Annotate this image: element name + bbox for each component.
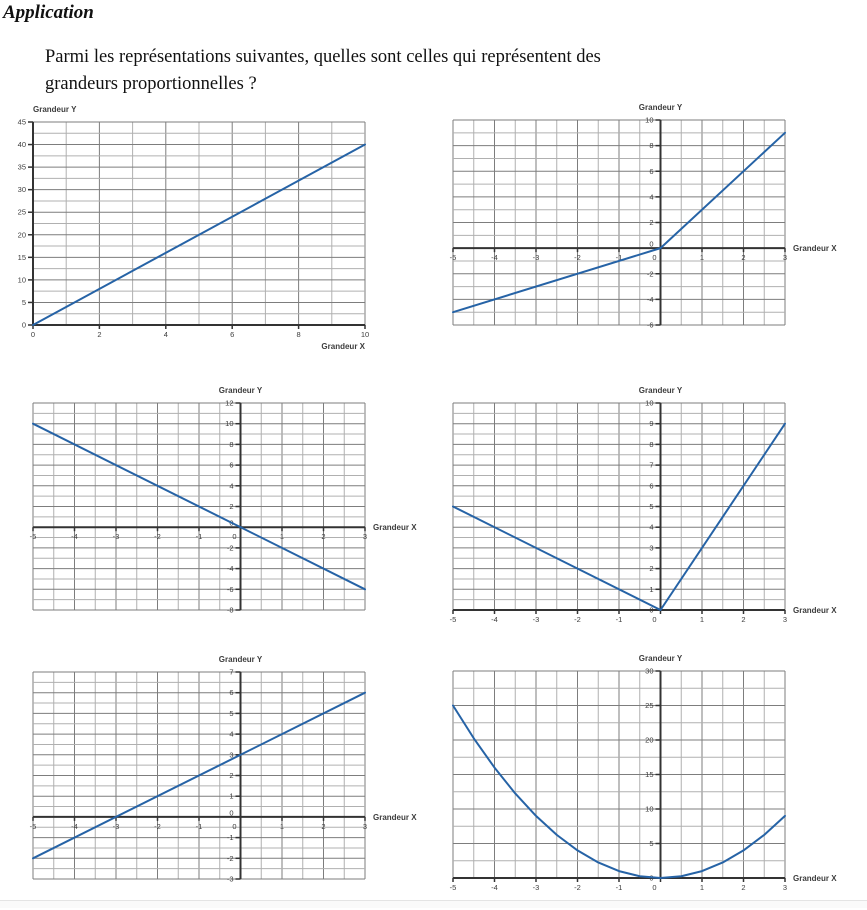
x-tick-label: 6 bbox=[230, 330, 235, 339]
x-tick-label: -2 bbox=[154, 821, 161, 831]
chart-svg bbox=[13, 650, 447, 905]
x-tick-label: 3 bbox=[782, 253, 788, 263]
chart-decreasing-through-origin bbox=[13, 381, 447, 636]
y-tick-label: 0 bbox=[229, 808, 234, 818]
y-tick-label: -6 bbox=[646, 320, 654, 330]
x-tick-label: -3 bbox=[112, 821, 120, 831]
y-tick-label: 7 bbox=[229, 667, 234, 677]
x-tick-label: 3 bbox=[782, 615, 788, 624]
y-tick-label: 2 bbox=[229, 771, 234, 780]
chart-svg bbox=[433, 381, 867, 636]
section-heading: Application bbox=[3, 2, 94, 23]
y-axis-title: Grandeur Y bbox=[33, 105, 77, 114]
y-tick-label: 8 bbox=[649, 439, 654, 449]
y-tick-label: 9 bbox=[649, 419, 654, 429]
y-tick-label: 10 bbox=[645, 398, 654, 408]
y-tick-label: 8 bbox=[649, 141, 654, 151]
y-tick-label: 5 bbox=[649, 502, 654, 511]
chart-affine-offset bbox=[13, 650, 447, 905]
y-tick-label: 5 bbox=[649, 839, 654, 848]
x-tick-label: -4 bbox=[71, 532, 78, 542]
x-tick-label: 1 bbox=[279, 532, 285, 542]
y-tick-label: 3 bbox=[649, 543, 654, 553]
x-tick-label: 0 bbox=[232, 532, 237, 542]
y-tick-label: 10 bbox=[645, 804, 654, 814]
x-axis-title: Grandeur X bbox=[373, 523, 417, 533]
x-tick-label: -4 bbox=[491, 615, 498, 624]
x-tick-label: -3 bbox=[532, 253, 540, 263]
y-axis-title: Grandeur Y bbox=[638, 654, 683, 663]
y-tick-label: 4 bbox=[229, 729, 234, 739]
y-tick-label: 8 bbox=[229, 439, 234, 449]
chart-svg bbox=[433, 649, 867, 904]
x-tick-label: -2 bbox=[574, 883, 581, 892]
x-tick-label: 0 bbox=[30, 330, 36, 339]
x-tick-label: -3 bbox=[532, 883, 540, 892]
y-tick-label: 2 bbox=[649, 218, 654, 227]
x-tick-label: 1 bbox=[279, 821, 285, 831]
x-tick-label: 3 bbox=[782, 883, 788, 892]
y-tick-label: 35 bbox=[17, 162, 26, 172]
y-axis-title: Grandeur Y bbox=[218, 386, 263, 395]
x-tick-label: -5 bbox=[449, 615, 457, 624]
y-tick-label: 30 bbox=[645, 666, 654, 676]
chart-svg bbox=[433, 98, 867, 351]
y-tick-label: 15 bbox=[645, 770, 654, 779]
y-axis-title: Grandeur Y bbox=[218, 655, 263, 664]
x-tick-label: -2 bbox=[154, 532, 161, 542]
y-tick-label: 2 bbox=[229, 502, 234, 511]
x-tick-label: -4 bbox=[491, 253, 498, 263]
x-tick-label: 2 bbox=[741, 883, 746, 892]
x-tick-label: -5 bbox=[449, 883, 457, 892]
x-tick-label: -1 bbox=[615, 615, 623, 624]
y-tick-label: -4 bbox=[226, 564, 234, 574]
y-tick-label: 0 bbox=[649, 873, 654, 883]
x-tick-label: 0 bbox=[652, 253, 657, 263]
y-tick-label: -2 bbox=[226, 853, 234, 863]
y-tick-label: 0 bbox=[649, 605, 654, 615]
x-tick-label: 2 bbox=[321, 821, 326, 831]
x-axis-title: Grandeur X bbox=[373, 812, 417, 822]
x-tick-label: 2 bbox=[321, 532, 326, 542]
x-tick-label: 0 bbox=[652, 883, 657, 892]
x-tick-label: -2 bbox=[574, 615, 581, 624]
y-tick-label: -2 bbox=[226, 543, 234, 553]
x-tick-label: 8 bbox=[296, 330, 301, 339]
y-tick-label: 3 bbox=[229, 750, 234, 760]
y-tick-label: 2 bbox=[649, 564, 654, 574]
question-line-2: grandeurs proportionnelles ? bbox=[45, 74, 257, 94]
y-tick-label: 20 bbox=[645, 735, 654, 745]
x-tick-label: -3 bbox=[112, 532, 120, 542]
x-axis-title: Grandeur X bbox=[793, 606, 837, 615]
y-tick-label: -8 bbox=[226, 605, 234, 615]
y-tick-label: 40 bbox=[17, 140, 26, 150]
y-tick-label: 25 bbox=[17, 207, 26, 217]
y-tick-label: 0 bbox=[21, 320, 26, 330]
x-tick-label: -4 bbox=[71, 821, 78, 831]
y-tick-label: 4 bbox=[649, 522, 654, 532]
chart-svg bbox=[13, 381, 447, 636]
y-tick-label: -3 bbox=[226, 874, 234, 884]
x-tick-label: 10 bbox=[360, 330, 370, 339]
y-tick-label: 45 bbox=[17, 117, 26, 127]
x-tick-label: -5 bbox=[29, 532, 37, 542]
x-tick-label: 3 bbox=[362, 821, 368, 831]
x-tick-label: -1 bbox=[195, 532, 203, 542]
y-tick-label: 0 bbox=[229, 518, 234, 528]
y-tick-label: 5 bbox=[21, 297, 26, 307]
x-tick-label: 2 bbox=[97, 330, 102, 339]
x-axis-title: Grandeur X bbox=[793, 874, 837, 883]
y-tick-label: 25 bbox=[645, 701, 654, 710]
y-tick-label: 20 bbox=[17, 230, 26, 240]
x-tick-label: -1 bbox=[615, 883, 623, 892]
y-tick-label: -2 bbox=[646, 269, 654, 279]
y-tick-label: 6 bbox=[229, 460, 234, 470]
y-tick-label: 6 bbox=[229, 688, 234, 698]
x-tick-label: 1 bbox=[699, 883, 705, 892]
chart-svg bbox=[13, 100, 447, 351]
y-tick-label: 30 bbox=[17, 185, 26, 195]
x-tick-label: -5 bbox=[449, 253, 457, 263]
y-tick-label: -1 bbox=[226, 833, 234, 843]
x-tick-label: 0 bbox=[232, 821, 237, 831]
x-tick-label: 3 bbox=[362, 532, 368, 542]
question-text bbox=[45, 44, 805, 98]
x-tick-label: -1 bbox=[195, 821, 203, 831]
y-tick-label: 10 bbox=[17, 275, 26, 285]
y-tick-label: -6 bbox=[226, 584, 234, 594]
y-tick-label: 10 bbox=[645, 115, 654, 125]
y-tick-label: 5 bbox=[229, 708, 234, 718]
y-tick-label: 12 bbox=[225, 398, 234, 408]
y-tick-label: 1 bbox=[229, 791, 234, 801]
x-tick-label: 4 bbox=[163, 330, 168, 339]
x-tick-label: 2 bbox=[741, 253, 746, 263]
x-tick-label: 1 bbox=[699, 253, 705, 263]
y-tick-label: 0 bbox=[649, 239, 654, 249]
x-tick-label: -1 bbox=[615, 253, 623, 263]
y-tick-label: 15 bbox=[17, 252, 26, 262]
chart-v-shape bbox=[433, 381, 867, 636]
x-tick-label: 2 bbox=[741, 615, 746, 624]
x-tick-label: 0 bbox=[652, 615, 657, 624]
x-axis-title: Grandeur X bbox=[793, 244, 837, 254]
y-tick-label: 7 bbox=[649, 460, 654, 470]
question-line-1: Parmi les représentations suivantes, quelles sont celles qui représentent des bbox=[45, 47, 601, 67]
chart-piecewise-through-origin bbox=[433, 98, 867, 351]
chart-linear-through-origin bbox=[13, 100, 447, 351]
y-axis-title: Grandeur Y bbox=[638, 103, 683, 112]
y-tick-label: 10 bbox=[225, 419, 234, 429]
y-tick-label: 1 bbox=[649, 584, 654, 594]
x-tick-label: 1 bbox=[699, 615, 705, 624]
y-tick-label: 4 bbox=[649, 192, 654, 202]
x-tick-label: -5 bbox=[29, 821, 37, 831]
x-tick-label: -4 bbox=[491, 883, 498, 892]
y-tick-label: 4 bbox=[229, 481, 234, 491]
y-axis-title: Grandeur Y bbox=[638, 386, 683, 395]
x-tick-label: -2 bbox=[574, 253, 581, 263]
x-axis-title: Grandeur X bbox=[321, 342, 365, 351]
y-tick-label: -4 bbox=[646, 294, 654, 304]
x-tick-label: -3 bbox=[532, 615, 540, 624]
y-tick-label: 6 bbox=[649, 166, 654, 176]
chart-parabola bbox=[433, 649, 867, 904]
y-tick-label: 6 bbox=[649, 481, 654, 491]
